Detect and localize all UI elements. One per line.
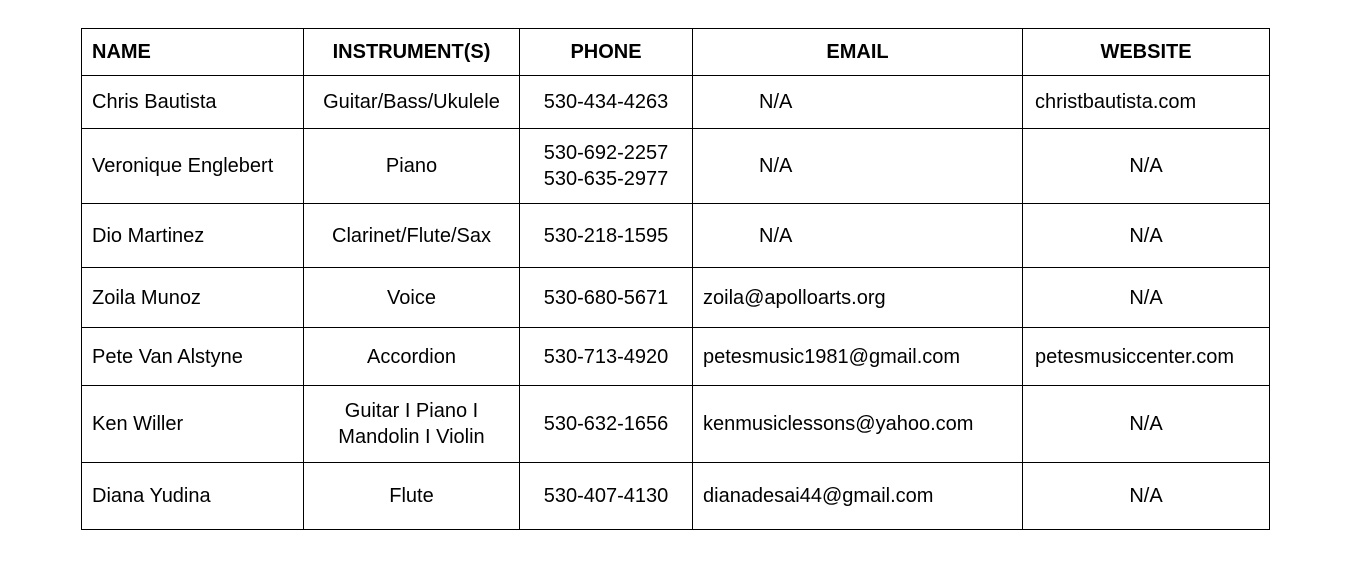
- phone-number: 530-434-4263: [543, 91, 669, 113]
- cell-instruments: [304, 386, 520, 463]
- cell-website: N/A: [1023, 463, 1270, 530]
- phone-number: 530-218-1595: [543, 224, 669, 247]
- phone-number: 530-680-5671: [543, 286, 669, 309]
- cell-instruments: [304, 463, 520, 530]
- table-row: [82, 204, 1270, 268]
- cell-website: N/A: [1023, 204, 1270, 268]
- cell-website: N/A: [1023, 129, 1270, 204]
- cell-instruments: [304, 129, 520, 204]
- cell-email: petesmusic1981@gmail.com: [693, 328, 1023, 386]
- cell-email: N/A: [693, 129, 1023, 204]
- instrument-line: Voice: [387, 286, 436, 309]
- instrument-line: Guitar/Bass/Ukulele: [323, 91, 500, 113]
- cell-name: Pete Van Alstyne: [82, 328, 304, 386]
- instrument-line: Accordion: [367, 345, 456, 368]
- phone-number: 530-632-1656: [543, 413, 669, 435]
- cell-name: Chris Bautista: [82, 76, 304, 129]
- cell-name: Diana Yudina: [82, 463, 304, 530]
- cell-email: N/A: [693, 76, 1023, 129]
- instrument-line: Mandolin I Violin: [338, 426, 485, 448]
- phone-number: 530-635-2977: [543, 168, 669, 190]
- cell-name: Ken Willer: [82, 386, 304, 463]
- cell-phone: [520, 129, 693, 204]
- instrument-line: Guitar I Piano I: [344, 400, 479, 422]
- table-row: [82, 463, 1270, 530]
- header-row: [82, 29, 1270, 76]
- cell-website: N/A: [1023, 268, 1270, 328]
- table-row: [82, 386, 1270, 463]
- instrument-line: Clarinet/Flute/Sax: [332, 224, 491, 247]
- table-row: [82, 268, 1270, 328]
- cell-name: Zoila Munoz: [82, 268, 304, 328]
- cell-website: christbautista.com: [1023, 76, 1270, 129]
- instrument-line: Piano: [385, 155, 438, 177]
- cell-instruments: [304, 328, 520, 386]
- phone-number: 530-713-4920: [543, 345, 669, 368]
- cell-instruments: [304, 268, 520, 328]
- cell-phone: [520, 268, 693, 328]
- cell-phone: [520, 76, 693, 129]
- column-header-instruments: INSTRUMENT(S): [304, 29, 520, 76]
- instrument-line: Flute: [389, 485, 434, 507]
- directory-sheet: [81, 28, 1269, 531]
- cell-email: dianadesai44@gmail.com: [693, 463, 1023, 530]
- table-row: [82, 129, 1270, 204]
- cell-email: N/A: [693, 204, 1023, 268]
- column-header-email: EMAIL: [693, 29, 1023, 76]
- cell-instruments: [304, 76, 520, 129]
- cell-email: kenmusiclessons@yahoo.com: [693, 386, 1023, 463]
- column-header-website: WEBSITE: [1023, 29, 1270, 76]
- cell-name: Veronique Englebert: [82, 129, 304, 204]
- cell-email: zoila@apolloarts.org: [693, 268, 1023, 328]
- phone-number: 530-692-2257: [543, 142, 669, 164]
- cell-name: Dio Martinez: [82, 204, 304, 268]
- cell-phone: [520, 386, 693, 463]
- cell-instruments: [304, 204, 520, 268]
- table-row: [82, 76, 1270, 129]
- table-row: [82, 328, 1270, 386]
- column-header-phone: PHONE: [520, 29, 693, 76]
- cell-phone: [520, 463, 693, 530]
- column-header-name: NAME: [82, 29, 304, 76]
- phone-number: 530-407-4130: [543, 485, 669, 507]
- cell-phone: [520, 204, 693, 268]
- cell-website: petesmusiccenter.com: [1023, 328, 1270, 386]
- cell-website: N/A: [1023, 386, 1270, 463]
- music-teacher-table: [81, 28, 1270, 530]
- cell-phone: [520, 328, 693, 386]
